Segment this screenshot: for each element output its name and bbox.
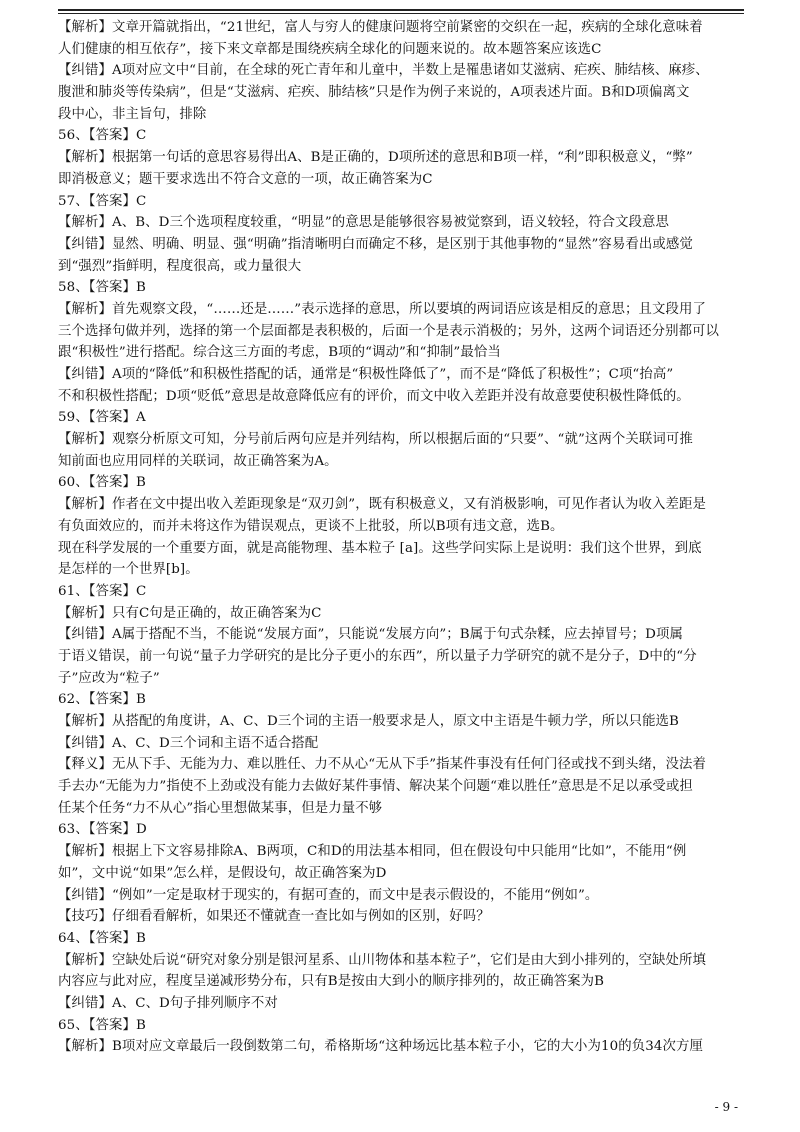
text-line: 不和积极性搭配；D项“贬低”意思是故意降低应有的评价，而文中收入差距并没有故意要使积极性降低的。	[58, 388, 690, 404]
text-line: 64、【答案】B	[58, 930, 146, 946]
text-line: 于语义错误，前一句说“量子力学研究的是比分子更小的东西”，所以量子力学研究的就不是分子，D中的“分	[58, 648, 697, 664]
text-line: 63、【答案】D	[58, 822, 147, 838]
text-line: 62、【答案】B	[58, 692, 146, 708]
text-line: 跟“积极性”进行搭配。综合这三方面的考虑，B项的“调动”和“抑制”最恰当	[58, 345, 501, 361]
text-line: 腹泄和肺炎等传染病”，但是“艾滋病、疟疾、肺结核”只是作为例子来说的，A项表述片面。B和D项偏离文	[58, 85, 690, 101]
text-line: 即消极意义；题干要求选出不符合文意的一项，故正确答案为C	[58, 171, 433, 187]
text-line: 知前面也应用同样的关联词，故正确答案为A。	[58, 453, 338, 469]
text-line: 【解析】B项对应文章最后一段倒数第二句，希格斯场“这种场远比基本粒子小，它的大小为10的负34次方厘	[58, 1039, 703, 1055]
text-line: 【纠错】A、C、D三个词和主语不适合搭配	[58, 735, 319, 751]
text-line: 【解析】从搭配的角度讲，A、C、D三个词的主语一般要求是人，原文中主语是牛顿力学，所以只能选B	[58, 714, 679, 729]
text-line: 【解析】空缺处后说“研究对象分别是银河星系、山川物体和基本粒子”，它们是由大到小排列的，空缺处所填	[58, 952, 706, 968]
text-line: 【释义】无从下手、无能为力、难以胜任、力不从心“无从下手”指某件事没有任何门径或找不到头绪，没法着	[58, 757, 706, 773]
text-line: 【解析】根据第一句话的意思容易得出A、B是正确的，D项所述的意思和B项一样，“利”即积极意义，“弊”	[58, 150, 693, 166]
document-body	[58, 17, 748, 1058]
text-line: 【纠错】“例如”一定是取材于现实的，有据可查的，而文中是表示假设的，不能用“例如”。	[58, 887, 599, 903]
text-line: 现在科学发展的一个重要方面，就是高能物理、基本粒子 [a]。这些学问实际上是说明：我们这个世界，到底	[58, 540, 702, 556]
text-line: 【解析】首先观察文段，“……还是……”表示选择的意思，所以要填的两词语应该是相反的意思；且文段用了	[58, 301, 706, 317]
text-line: 是怎样的一个世界[b]。	[58, 562, 199, 578]
text-line: 到“强烈”指鲜明，程度很高，或力量很大	[58, 258, 302, 274]
text-line: 【纠错】A属于搭配不当，不能说“发展方面”，只能说“发展方向”；B属于句式杂糅，应去掉冒号；D项属	[58, 627, 683, 643]
text-line: 65、【答案】B	[58, 1017, 146, 1033]
text-line: 56、【答案】C	[58, 128, 147, 144]
text-line: 61、【答案】C	[58, 583, 147, 599]
header-rule	[58, 9, 744, 11]
text-line: 如”，文中说“如果”怎么样，是假设句，故正确答案为D	[58, 865, 387, 881]
text-line: 【纠错】显然、明确、明显、强“明确”指清晰明白而确定不移，是区别于其他事物的“显然”容易看出或感觉	[58, 236, 693, 252]
text-line: 【解析】A、B、D三个选项程度较重，“明显”的意思是能够很容易被觉察到，语义较轻，符合文段意思	[58, 215, 670, 231]
text-line: 【解析】根据上下文容易排除A、B两项，C和D的用法基本相同，但在假设句中只能用“比如”，不能用“例	[58, 844, 687, 860]
text-line: 【纠错】A项的“降低”和积极性搭配的话，通常是“积极性降低了”，而不是“降低了积极性”；C项“抬高”	[58, 367, 674, 382]
text-line: 【技巧】仔细看看解析，如果还不懂就查一查比如与例如的区别，好吗？	[58, 909, 490, 925]
text-line: 58、【答案】B	[58, 280, 146, 296]
text-line: 59、【答案】A	[58, 410, 146, 426]
text-line: 人们健康的相互依存”，接下来文章都是围绕疾病全球化的问题来说的。故本题答案应该选C	[58, 41, 602, 57]
text-line: 【纠错】A项对应文中“目前，在全球的死亡青年和儿童中，半数上是罹患诸如艾滋病、疟疾、肺结核、麻疹、	[58, 63, 709, 79]
text-line: 手去办“无能为力”指使不上劲或没有能力去做好某件事情、解决某个问题“难以胜任”意思是不足以承受或担	[58, 779, 693, 795]
text-line: 【解析】文章开篇就指出，“21世纪，富人与穷人的健康问题将空前紧密的交织在一起，疾病的全球化意味着	[58, 20, 703, 35]
text-line: 任某个任务“力不从心”指心里想做某事，但是力量不够	[58, 800, 383, 816]
text-line: 【纠错】A、C、D句子排列顺序不对	[58, 995, 278, 1011]
text-line: 57、【答案】C	[58, 193, 147, 209]
page-number: - 9 -	[714, 1100, 738, 1114]
text-line: 【解析】作者在文中提出收入差距现象是“双刃剑”，既有积极意义，又有消极影响，可见作者认为收入差距是	[58, 497, 706, 513]
text-line: 三个选择句做并列，选择的第一个层面都是表积极的，后面一个是表示消极的；另外，这两个词语还分别都可以	[58, 323, 720, 339]
text-line: 【解析】只有C句是正确的，故正确答案为C	[58, 605, 322, 621]
text-line: 内容应与此对应，程度呈递减形势分布，只有B是按由大到小的顺序排列的，故正确答案为B	[58, 974, 605, 990]
text-line: 子”应改为“粒子”	[58, 670, 160, 686]
header-rule-thin	[58, 13, 744, 14]
text-line: 【解析】观察分析原文可知，分号前后两句应是并列结构，所以根据后面的“只要”、“就”这两个关联词可推	[58, 432, 693, 448]
text-line: 有负面效应的，而并未将这作为错误观点，更谈不上批驳，所以B项有违文意，选B。	[58, 518, 564, 534]
text-line: 段中心，非主旨句，排除	[58, 106, 207, 122]
text-line: 60、【答案】B	[58, 475, 146, 491]
